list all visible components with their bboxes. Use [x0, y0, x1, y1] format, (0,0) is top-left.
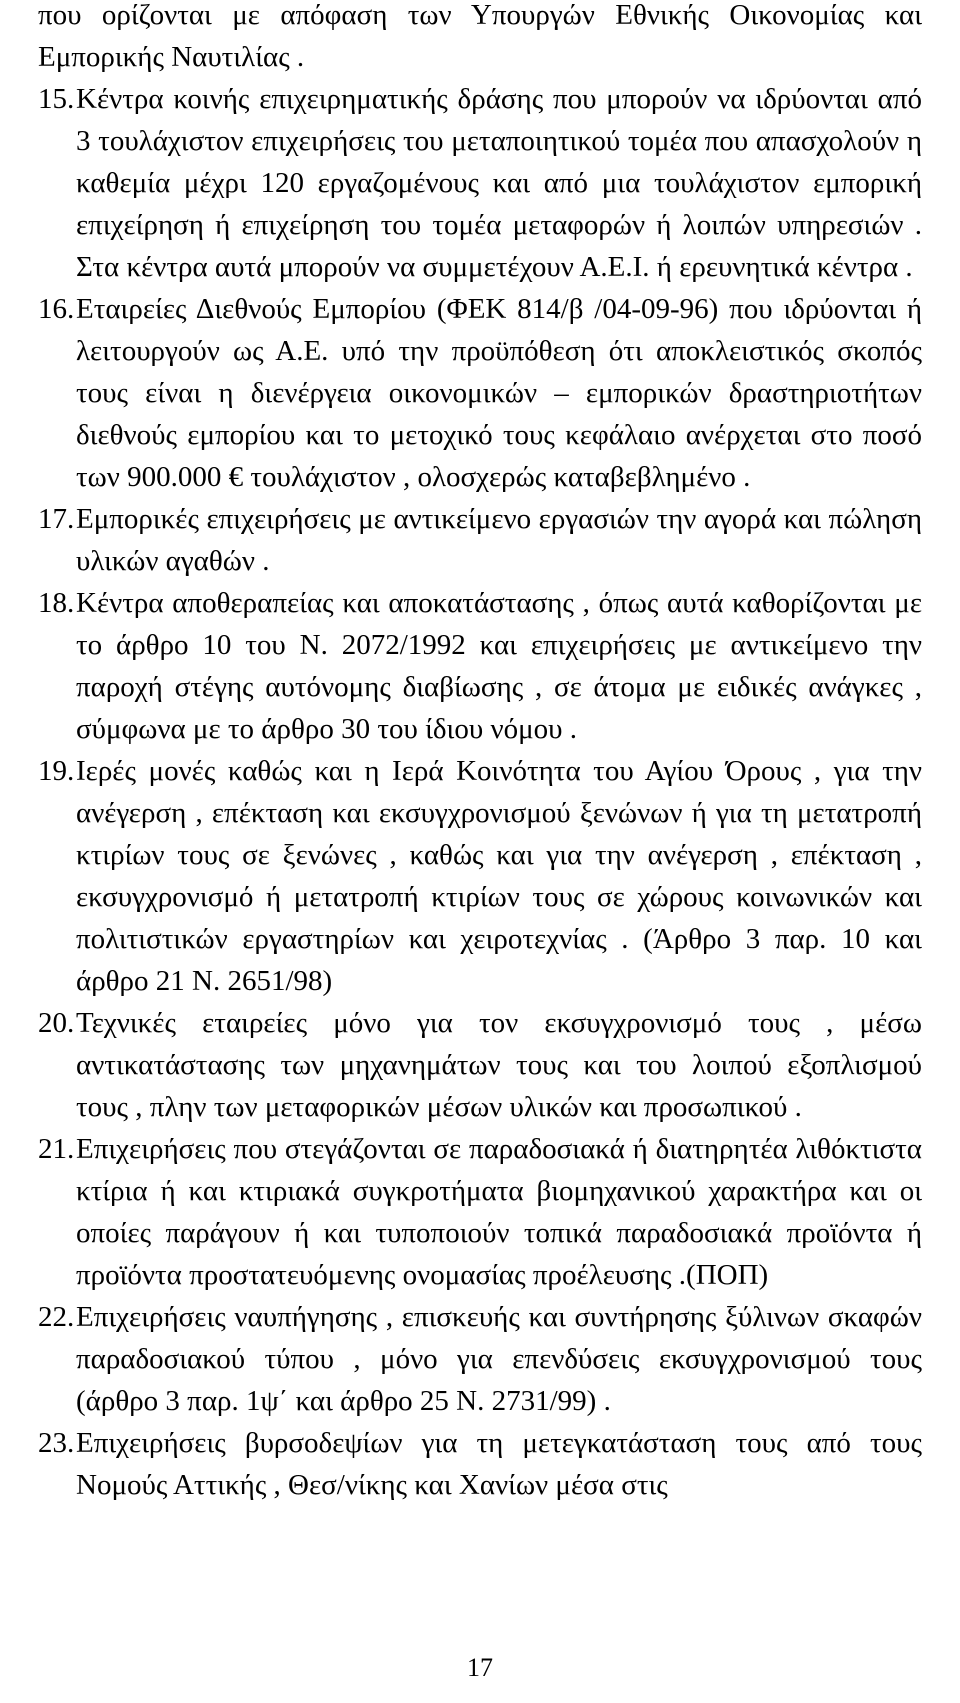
- item-text: Κέντρα κοινής επιχειρηματικής δράσης που μπορούν να ιδρύονται από 3 τουλάχιστον επιχειρήσεις του μεταποιητικού τομέα που απασχολούν η καθεμία μέχρι 120 εργαζομένους και από μια τουλάχιστον εμπορική επιχείρηση ή επιχείρηση του τομέα μεταφορών ή λοιπών υπηρεσιών . Στα κέντρα αυτά μπορούν να συμμετέχουν Α.Ε.Ι. ή ερευνητικά κέντρα .: [76, 83, 922, 283]
- item-number: 19.: [38, 755, 75, 787]
- item-number: 16.: [38, 293, 75, 325]
- item-number: 23.: [38, 1427, 75, 1459]
- page-number: 17: [467, 1653, 493, 1682]
- list-item: [38, 1422, 922, 1506]
- item-text: Επιχειρήσεις που στεγάζονται σε παραδοσιακά ή διατηρητέα λιθόκτιστα κτίρια ή και κτιριακά συγκροτήματα βιομηχανικού χαρακτήρα και οι οποίες παράγουν ή και τυποποιούν τοπικά παραδοσιακά προϊόντα ή προϊόντα προστατευόμενης ονομασίας προέλευσης .(ΠΟΠ): [76, 1133, 922, 1291]
- item-number: 21.: [38, 1133, 75, 1165]
- item-number: 15.: [38, 83, 75, 115]
- item-number: 18.: [38, 587, 75, 619]
- item-number: 22.: [38, 1301, 75, 1333]
- list-item: [38, 288, 922, 498]
- item-text: Τεχνικές εταιρείες μόνο για τον εκσυγχρονισμό τους , μέσω αντικατάστασης των μηχανημάτων τους και του λοιπού εξοπλισμού τους , πλην των μεταφορικών μέσων υλικών και προσωπικού .: [76, 1007, 922, 1123]
- item-text: Εταιρείες Διεθνούς Εμπορίου (ΦΕΚ 814/β /04-09-96) που ιδρύονται ή λειτουργούν ως Α.Ε. υπό την προϋπόθεση ότι αποκλειστικός σκοπός τους είναι η διενέργεια οικονομικών – εμπορικών δραστηριοτήτων διεθνούς εμπορίου και το μετοχικό τους κεφάλαιο ανέρχεται στο ποσό των 900.000 € τουλάχιστον , ολοσχερώς καταβεβλημένο .: [76, 293, 922, 493]
- list-item: [38, 78, 922, 288]
- continuation-paragraph: που ορίζονται με απόφαση των Υπουργών Εθνικής Οικονομίας και Εμπορικής Ναυτιλίας .: [38, 0, 922, 73]
- list-item: [38, 1128, 922, 1296]
- item-text: Κέντρα αποθεραπείας και αποκατάστασης , όπως αυτά καθορίζονται με το άρθρο 10 του Ν. 2072/1992 και επιχειρήσεις με αντικείμενο την παροχή στέγης αυτόνομης διαβίωσης , σε άτομα με ειδικές ανάγκες , σύμφωνα με το άρθρο 30 του ίδιου νόμου .: [76, 587, 922, 745]
- list-item: [38, 750, 922, 1002]
- item-text: Επιχειρήσεις ναυπήγησης , επισκευής και συντήρησης ξύλινων σκαφών παραδοσιακού τύπου , μόνο για επενδύσεις εκσυγχρονισμού τους (άρθρο 3 παρ. 1ψ΄ και άρθρο 25 Ν. 2731/99) .: [76, 1301, 922, 1417]
- item-text: Ιερές μονές καθώς και η Ιερά Κοινότητα του Αγίου Όρους , για την ανέγερση , επέκταση και εκσυγχρονισμού ξενώνων ή για τη μετατροπή κτιρίων τους σε ξενώνες , καθώς και για την ανέγερση , επέκταση , εκσυγχρονισμό ή μετατροπή κτιρίων τους σε χώρους κοινωνικών και πολιτιστικών εργαστηρίων και χειροτεχνίας . (Άρθρο 3 παρ. 10 και άρθρο 21 Ν. 2651/98): [76, 755, 922, 997]
- item-number: 17.: [38, 503, 75, 535]
- item-text: Επιχειρήσεις βυρσοδεψίων για τη μετεγκατάσταση τους από τους Νομούς Αττικής , Θεσ/νίκης και Χανίων μέσα στις: [76, 1427, 922, 1501]
- list-item: [38, 498, 922, 582]
- list-item: [38, 1296, 922, 1422]
- item-text: Εμπορικές επιχειρήσεις με αντικείμενο εργασιών την αγορά και πώληση υλικών αγαθών .: [76, 503, 922, 577]
- list-item: [38, 582, 922, 750]
- document-body: [38, 0, 922, 1506]
- list-item: [38, 1002, 922, 1128]
- item-number: 20.: [38, 1007, 75, 1039]
